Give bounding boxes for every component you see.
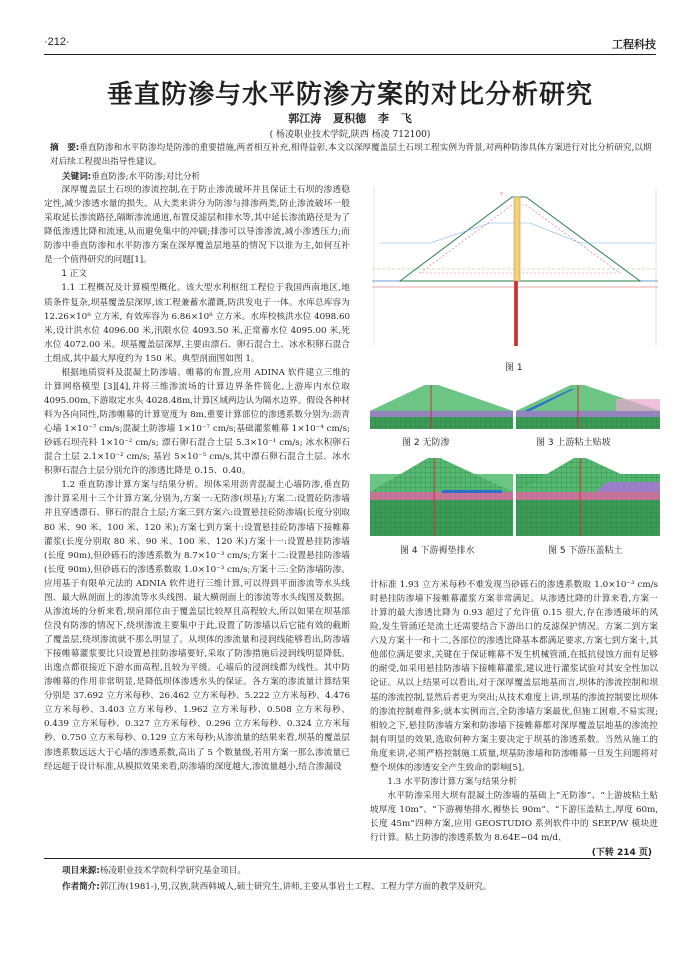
page-number: ·212· bbox=[44, 36, 70, 48]
keywords-label: 关键词: bbox=[62, 172, 92, 182]
abstract-label: 摘 要: bbox=[50, 143, 80, 153]
right-column bbox=[370, 578, 658, 845]
paragraph: 根据地质资料及混凝土防渗墙、帷幕的布置,应用 ADINA 软件建立三维的计算网格模型 [3][4],并将三维渗流场的计算边界条件简化,上游库内水位取 4095.00m,下游取定水头 4028.48m,计算区域两边认为隔水边界。假设各种材料为各向同性,防渗帷幕的计算宽度为 8m,重要计算部位的渗透系数分别为:沥青心墙 1×10⁻⁷ cm/s;混凝土防渗墙 1×10⁻⁷ cm/s;基础灌浆帷幕 1×10⁻⁴ cm/s;砂砾石坝壳料 1×10⁻² cm/s; 漂石卵石混合土层 5.3×10⁻¹ cm/s; 冰水积卵石混合土层 2.1×10⁻² cm/s; 基岩 5×10⁻⁵ cm/s,其中漂石卵石混合土层、冰水积卵石混合土层分别允许的渗透比降是 0.15、0.40。 bbox=[44, 367, 350, 477]
paper-title: 垂直防渗与水平防渗方案的对比分析研究 bbox=[106, 80, 593, 110]
section-heading: 1 正文 bbox=[61, 269, 88, 280]
figure-1-cross-section bbox=[370, 183, 660, 350]
running-header bbox=[44, 36, 656, 52]
keywords-text: 垂直防渗;水平防渗;对比分析 bbox=[91, 172, 201, 182]
authors: 郭江涛 夏积德 李 飞 bbox=[288, 112, 412, 125]
author-bio-label: 作者简介: bbox=[62, 882, 100, 892]
abstract-text: 垂直防渗和水平防渗均是防渗的重要措施,两者相互补充,相得益彰,本文以深厚覆盖层土石坝工程实例为背景,对两种防渗具体方案进行对比分析研究,以期对后续工程提出指导性建议。 bbox=[50, 143, 652, 167]
abstract bbox=[50, 141, 652, 169]
paragraph: 1.2 垂直防渗计算方案与结果分析。坝体采用沥青混凝土心墙防渗,垂直防渗计算采用十三个计算方案,分别为,方案一:无防渗(坝基);方案二:设置砼防渗墙并且穿透漂石、卵石的混合土层;方案三到方案六:设置悬挂砼防渗墙(长度分别取 80 米、90 米、100 米、120 米);方案七到方案十:设置悬挂砼防渗墙下接帷幕灌浆(长度分别取 80 米、90 米、100 米、120 米)方案十一:设置悬挂防渗墙(长度 90m),但砂砾石的渗透系数为 8.7×10⁻³ cm/s;方案十二:设置悬挂防渗墙(长度 90m),但砂砾石的渗透系数取 1.0×10⁻³ cm/s;方案十三:全防渗墙防渗。应用基于有限单元法的 ADNIA 软件进行三维计算,可以得到平面渗流等水头线图、最大纵剖面上的渗流等水头线图、最大横剖面上的渗流等水头线图及数据。从渗流场的分析来看,坝肩部位由于覆盖层比较厚且高程较大,所以如果在坝基部位没有防渗的情况下,绕坝渗流主要集中于此,设置了防渗墙以后它能有效的截断了覆盖层,绕坝渗流就不那么明显了。从坝体的渗流量和浸润线能够看出,防渗墙下接帷幕灌浆要比只设置悬挂防渗墙要好,采取了防渗措施后浸润线明显降低。出逸点都很接近下游水面高程,且较为平缓。心墙后的浸润线都为线性。其中防渗帷幕的作用非常明显,是降低坝体渗透水头的保证。各方案的渗流量计算结果分别是 37.692 立方米每秒、26.462 立方米每秒、5.222 立方米每秒、4.476 立方米每秒、3.403 立方米每秒、1.962 立方米每秒、0.508 立方米每秒、0.439 立方米每秒、0.327 立方米每秒、0.296 立方米每秒、0.324 立方米每秒、0.750 立方米每秒、0.129 立方米每秒;从渗流量的结果来看,坝基的覆盖层渗透系数远远大于心墙的渗透系数,高出了 5 个数量级,若用方案一那么渗流量已经远超于设计标准,从模拟效果来看,防渗墙的深度越大,渗流量越小,结合渗漏设 bbox=[44, 480, 350, 772]
figure-3-caption: 图 3 上游粘土贴坡 bbox=[536, 438, 611, 448]
figure-5-caption: 图 5 下游压盖粘土 bbox=[548, 546, 623, 556]
figure-4-downstream-blanket-drain bbox=[370, 452, 513, 536]
keywords bbox=[62, 170, 362, 182]
subsection-heading: 1.3 水平防渗计算方案与结果分析 bbox=[387, 776, 517, 787]
paragraph: 深厚覆盖层土石坝的渗流控制,在于防止渗流破坏并且保证土石坝的渗透稳定性,减少渗透水量的损失。从大类来讲分为防渗与排渗两类,防止渗流破坏一般采取延长渗流路径,隔断渗流通道,布置反滤层和排水等,其中延长渗流路径是为了降低渗透比降和流速,从而避免集中的冲刷;排渗可以导渗渗流,减小渗透压力;而防渗中垂直防渗和水平防渗方案在深厚覆盖层地基的情况下以谁为主,如何互补是一个值得研究的问题[1]。 bbox=[44, 185, 350, 266]
continued-note: (下转 214 页) bbox=[591, 848, 652, 858]
funding-label: 项目来源: bbox=[62, 866, 100, 876]
paragraph: 计标准 1.93 立方米每秒不难发现当砂砾石的渗透系数取 1.0×10⁻³ cm/s 时悬挂防渗墙下接帷幕灌浆方案非常满足。从渗透比降的计算来看,方案一计算的最大渗透比降为 0.93 超过了允许值 0.15 很大,存在渗透破坏的风险,发生管涌还是流土还需要结合下游出口的反滤保护情况。方案二到方案六及方案十一和十二,各部位的渗透比降基本都满足要求,方案七到方案十,其他部位满足要求,关键在于保证帷幕不发生机械管涌,在抵抗侵蚀方面有足够的耐受,如采用悬挂防渗墙下接帷幕灌浆,建议进行灌浆试验对其安全性加以论证。从以上结果可以看出,对于深厚覆盖层地基而言,坝体的渗流控制和坝基的渗流控制,显然后者更为突出;从技术难度上讲,坝基的渗流控制要比坝体的渗流控制难得多;就本实例而言,全防渗墙方案最优,但施工困难,不易实现;相较之下,悬挂防渗墙方案和防渗墙下接帷幕都对深厚覆盖层地基的渗流控制有明显的效果,选取何种方案主要决定于坝基的渗透系数。当然从施工的角度来讲,必须严格控制施工质量,坝基防渗墙和防渗帷幕一旦发生问题将对整个坝体的渗透安全产生致命的影响[5]。 bbox=[370, 580, 658, 773]
funding-note bbox=[62, 864, 662, 876]
svg-text:▽: ▽ bbox=[500, 191, 504, 196]
figure-2-mesh-no-seepage-control bbox=[370, 381, 513, 429]
figure-3-upstream-clay-blanket bbox=[516, 381, 660, 429]
figure-4-caption: 图 4 下游褥垫排水 bbox=[400, 546, 475, 556]
figure-2-caption: 图 2 无防渗 bbox=[402, 438, 450, 448]
figure-1-caption: 图 1 bbox=[505, 363, 523, 373]
left-column bbox=[44, 183, 350, 774]
author-bio bbox=[62, 880, 662, 892]
affiliation: ( 杨凌职业技术学院,陕西 杨凌 712100) bbox=[269, 130, 431, 140]
paragraph: 1.1 工程概况及计算模型概化。该大型水利枢纽工程位于我国西南地区,地质条件复杂,坝基覆盖层深厚,该工程兼蓄水灌溉,防洪发电于一体。水库总库容为 12.26×10⁸ 立方米, 有效库容为 6.86×10⁸ 立方米。水库校核洪水位 4098.60 米,设计洪水位 4096.00 米,汛限水位 4093.50 米,正常蓄水位 4095.00 米,死水位 4072.00 米。坝基覆盖层深厚,主要由漂石、卵石混合土、冰水积卵石混合土组成,其中最大厚度约为 150 米。典型剖面图如图 1。 bbox=[44, 283, 350, 364]
header-rule bbox=[44, 54, 656, 55]
journal-name: 工程科技 bbox=[612, 38, 656, 51]
figure-5-downstream-clay-cover bbox=[516, 452, 660, 536]
paragraph: 水平防渗采用大坝有混凝土防渗墙的基础上“无防渗”、“上游坡粘土贴坡厚度 10m”、“下游褥垫排水,褥垫长 90m”、“下游压盖粘土,厚度 60m,长度 45m”四种方案,应用 GEOSTUDIO 系列软件中的 SEEP/W 模块进行计算。粘土防渗的渗透系数为 8.64E−04 m/d、 bbox=[370, 790, 658, 844]
author-bio-text: 郭江涛(1981-),男,汉族,陕西韩城人,硕士研究生,讲师,主要从事岩土工程、工程力学方面的教学及研究。 bbox=[99, 882, 492, 892]
footer-rule bbox=[44, 858, 650, 859]
funding-text: 杨凌职业技术学院科学研究基金项目。 bbox=[99, 866, 246, 876]
